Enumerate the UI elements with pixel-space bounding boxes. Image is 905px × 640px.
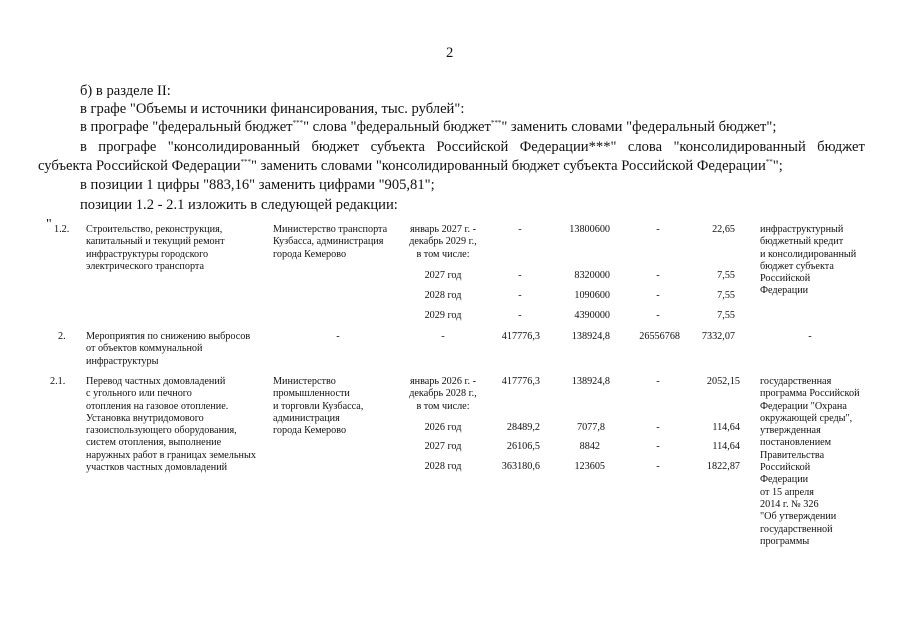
- value-col2: 13800600: [569, 224, 610, 235]
- period-line: декабрь 2029 г.,: [409, 236, 477, 248]
- executor-line: промышленности: [273, 388, 350, 400]
- source-line: бюджетный кредит: [760, 236, 844, 248]
- value-col4: 7332,07: [701, 331, 735, 342]
- word: бюджет: [311, 139, 360, 155]
- value-col3: -: [656, 422, 660, 433]
- text-fragment: " заменить словами "федеральный бюджет";: [501, 119, 777, 135]
- value-col1: -: [518, 224, 522, 235]
- measure-name: [86, 224, 225, 273]
- word: Российской: [436, 139, 509, 155]
- measure-name-line: Установка внутридомового: [86, 412, 204, 424]
- value-col4: 22,65: [712, 224, 735, 235]
- source-line: Российской: [760, 273, 811, 285]
- period-line: в том числе:: [416, 248, 470, 260]
- period: -: [441, 331, 445, 342]
- value-col1: -: [518, 290, 522, 301]
- paragraph-column-ref: в графе "Объемы и источники финансирования, тыс. рублей":: [80, 101, 465, 117]
- measure-name: [86, 376, 256, 474]
- value-col4: 1822,87: [706, 461, 740, 472]
- value-col1: 417776,3: [501, 376, 540, 387]
- value-col1: 28489,2: [506, 422, 540, 433]
- footnote-mark: ***: [490, 119, 502, 127]
- paragraph-section-ref: б) в разделе II:: [80, 83, 171, 99]
- value-col3: -: [656, 376, 660, 387]
- text-fragment: " заменить словами "консолидированный бюджет субъекта Российской Федерации: [251, 158, 766, 174]
- year-label: 2028 год: [424, 461, 462, 472]
- paragraph-position-1: в позиции 1 цифры "883,16" заменить цифрами "905,81";: [80, 177, 435, 193]
- text-fragment: в прографе "федеральный бюджет: [80, 119, 293, 135]
- value-col3: 26556768: [639, 331, 680, 342]
- paragraph-consolidated-budget-line1: [80, 138, 865, 156]
- period-line: январь 2026 г. -: [409, 376, 477, 387]
- value-col3: -: [656, 270, 660, 281]
- value-col4: 114,64: [712, 422, 740, 433]
- value-col3: -: [656, 441, 660, 452]
- source-line: бюджет субъекта: [760, 260, 834, 272]
- value-col2: 8320000: [574, 270, 610, 281]
- executor: -: [336, 331, 340, 342]
- source-line: окружающей среды",: [760, 412, 853, 424]
- measure-name-line: Строительство, реконструкция,: [86, 224, 223, 235]
- value-col4: 7,55: [717, 270, 735, 281]
- executor-line: города Кемерово: [273, 425, 347, 437]
- period: [398, 224, 488, 261]
- funding-source: -: [808, 331, 812, 342]
- measure-name-line: инфраструктуры: [86, 355, 159, 367]
- value-col1: 26106,5: [506, 441, 540, 452]
- source-line: "Об утверждении: [760, 511, 837, 523]
- measure-name-line: от объектов коммунальной: [86, 343, 203, 355]
- word: прографе: [98, 139, 157, 155]
- source-line: утвержденная: [760, 425, 821, 437]
- open-quote: ": [46, 217, 52, 232]
- executor-line: администрация: [273, 412, 340, 424]
- executor-line: Кузбасса, администрация: [273, 236, 384, 248]
- measure-name-line: Перевод частных домовладений: [86, 376, 226, 387]
- funding-source: [760, 224, 856, 298]
- year-label: 2027 год: [424, 441, 462, 452]
- word: в: [80, 139, 87, 155]
- value-col4: 7,55: [717, 310, 735, 321]
- executor-line: города Кемерово: [273, 248, 347, 260]
- source-line: и консолидированный: [760, 248, 857, 260]
- paragraph-positions-edit: позиции 1.2 - 2.1 изложить в следующей редакции:: [80, 197, 398, 213]
- footnote-mark: ***: [292, 119, 304, 127]
- measure-name: [86, 331, 250, 368]
- text-fragment: субъекта Российской Федерации: [38, 158, 241, 174]
- row-number: 2.1.: [50, 376, 66, 387]
- executor-line: Министерство: [273, 376, 336, 387]
- value-col4: 114,64: [712, 441, 740, 452]
- executor: [273, 376, 363, 437]
- value-col2: 123605: [574, 461, 605, 472]
- measure-name-line: систем отопления, выполнение: [86, 437, 222, 449]
- source-line: Правительства: [760, 449, 825, 461]
- measure-name-line: инфраструктуры городского: [86, 248, 209, 260]
- word: бюджет: [817, 139, 865, 155]
- value-col2: 7077,8: [576, 422, 605, 433]
- value-col3: -: [656, 290, 660, 301]
- measure-name-line: с угольного или печного: [86, 388, 192, 400]
- source-line: Российской: [760, 462, 811, 474]
- word: "консолидированный: [673, 139, 806, 155]
- source-line: программы: [760, 535, 810, 547]
- source-line: Федерации: [760, 285, 809, 297]
- page-number: 2: [446, 45, 454, 61]
- funding-source: [760, 376, 860, 548]
- value-col1: 417776,3: [501, 331, 540, 342]
- year-label: 2028 год: [424, 290, 462, 301]
- word: слова: [627, 139, 663, 155]
- word: Федерации***": [519, 139, 617, 155]
- measure-name-line: капитальный и текущий ремонт: [86, 236, 225, 248]
- paragraph-consolidated-budget-line2: [38, 157, 783, 175]
- measure-name-line: участков частных домовладений: [86, 462, 228, 474]
- source-line: Федерации "Охрана: [760, 400, 847, 412]
- period-line: январь 2027 г. -: [409, 224, 477, 235]
- value-col3: -: [656, 461, 660, 472]
- value-col2: 138924,8: [571, 331, 610, 342]
- year-label: 2029 год: [424, 310, 462, 321]
- year-label: 2027 год: [424, 270, 462, 281]
- value-col4: 2052,15: [706, 376, 740, 387]
- period: [398, 376, 488, 413]
- source-line: постановлением: [760, 437, 832, 449]
- value-col4: 7,55: [717, 290, 735, 301]
- period-line: в том числе:: [416, 400, 470, 412]
- source-line: 2014 г. № 326: [760, 498, 819, 510]
- source-line: инфраструктурный: [760, 224, 844, 235]
- value-col1: -: [518, 270, 522, 281]
- executor: [273, 224, 387, 261]
- year-label: 2026 год: [424, 422, 462, 433]
- measure-name-line: наружных работ в границах земельных: [86, 449, 256, 461]
- measure-name-line: электрического транспорта: [86, 260, 205, 272]
- footnote-mark: **: [765, 158, 773, 166]
- row-number: 1.2.: [54, 224, 70, 235]
- executor-line: Министерство транспорта: [273, 224, 388, 235]
- period-line: декабрь 2028 г.,: [409, 388, 477, 400]
- value-col1: -: [518, 310, 522, 321]
- row-number: 2.: [58, 331, 66, 342]
- executor-line: и торговли Кузбасса,: [273, 400, 364, 412]
- footnote-mark: ***: [240, 158, 252, 166]
- value-col3: -: [656, 224, 660, 235]
- source-line: Федерации: [760, 474, 809, 486]
- word: субъекта: [370, 139, 426, 155]
- source-line: от 15 апреля: [760, 486, 814, 498]
- value-col2: 4390000: [574, 310, 610, 321]
- value-col2: 138924,8: [571, 376, 610, 387]
- value-col3: -: [656, 310, 660, 321]
- value-col1: 363180,6: [501, 461, 540, 472]
- measure-name-line: Мероприятия по снижению выбросов: [86, 331, 251, 342]
- paragraph-federal-budget: [80, 118, 776, 136]
- source-line: государственная: [760, 376, 832, 387]
- text-fragment: " слова "федеральный бюджет: [303, 119, 491, 135]
- text-fragment: ";: [772, 158, 783, 174]
- value-col2: 8842: [579, 441, 600, 452]
- value-col2: 1090600: [574, 290, 610, 301]
- measure-name-line: газоиспользующего оборудования,: [86, 425, 237, 437]
- word: "консолидированный: [167, 139, 301, 155]
- source-line: государственной: [760, 523, 833, 535]
- source-line: программа Российской: [760, 388, 860, 400]
- measure-name-line: отопления на газовое отопление.: [86, 400, 229, 412]
